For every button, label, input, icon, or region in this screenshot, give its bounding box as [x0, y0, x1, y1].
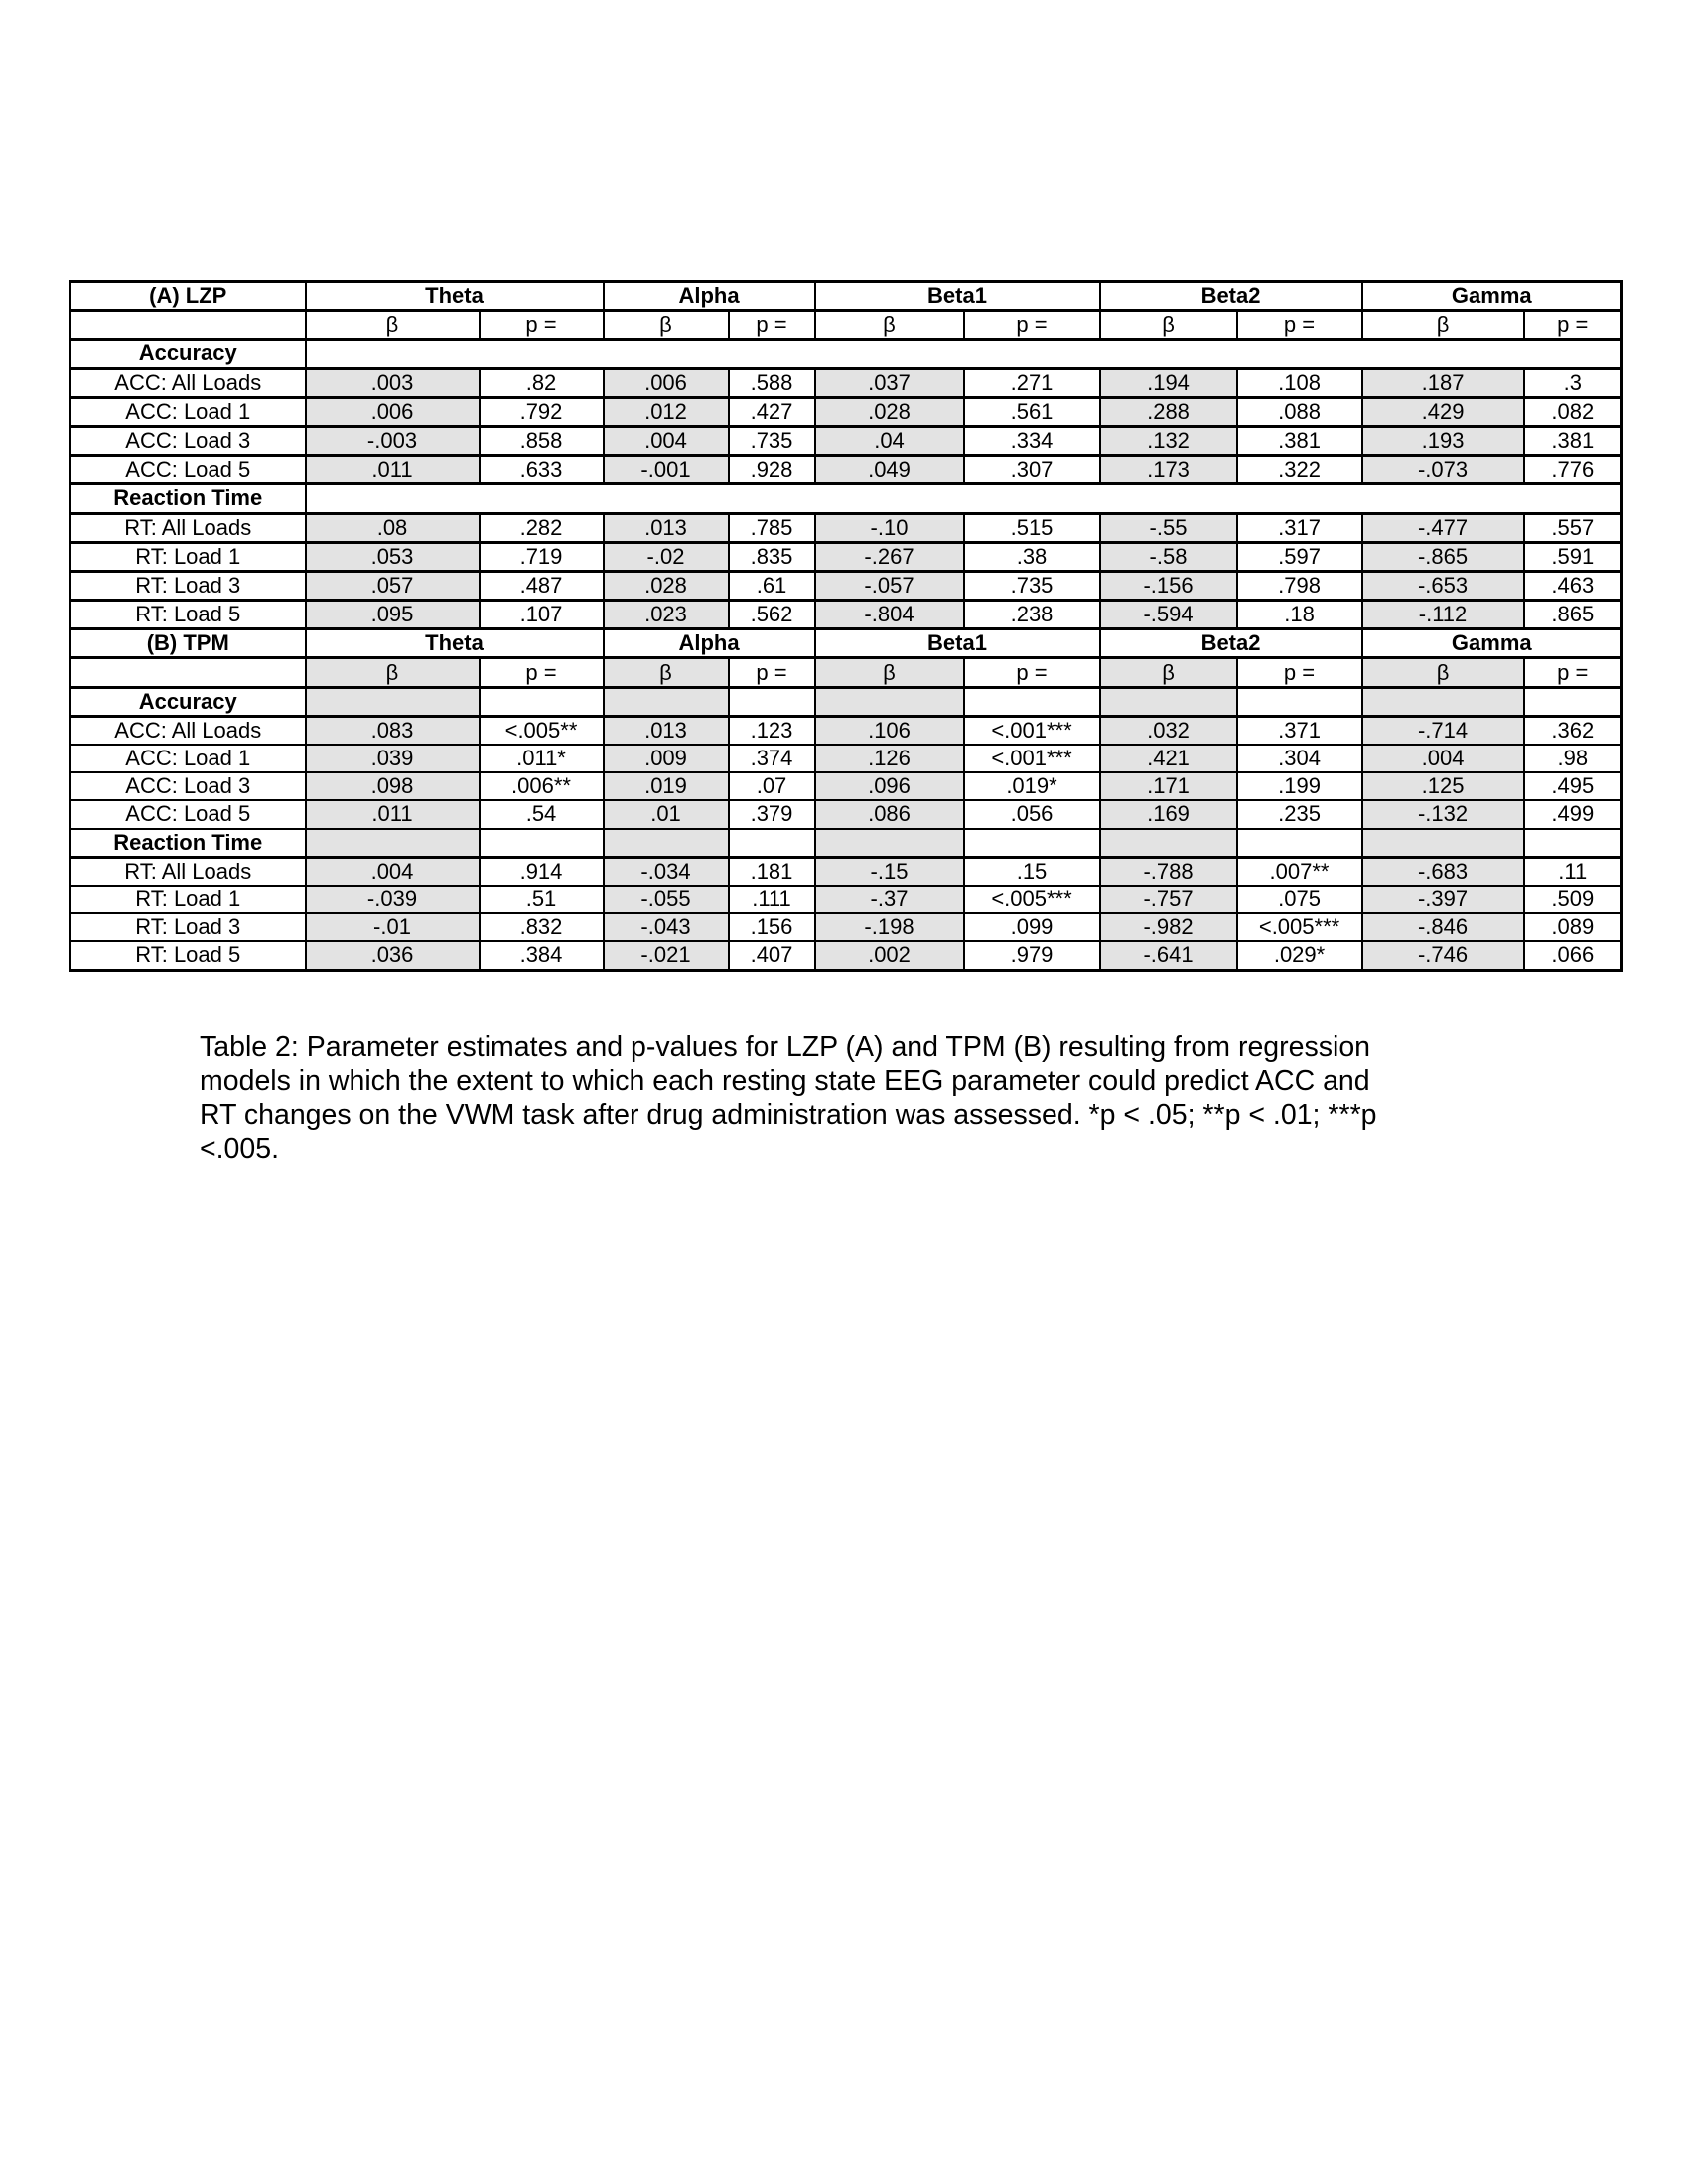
beta-cell: -.055: [604, 886, 729, 913]
blank-cell: [1100, 829, 1237, 858]
p-cell: .463: [1524, 571, 1622, 600]
band-header: Alpha: [604, 629, 815, 658]
beta-cell: .011: [306, 456, 480, 484]
p-header: p =: [1237, 311, 1362, 340]
p-cell: .384: [480, 941, 604, 970]
beta-cell: .086: [815, 800, 964, 828]
beta-cell: .193: [1362, 426, 1524, 455]
row-label: RT: Load 3: [70, 913, 306, 941]
p-cell: .785: [729, 513, 815, 542]
beta-cell: .012: [604, 397, 729, 426]
table-row: [70, 368, 1622, 397]
table-row: [70, 601, 1622, 629]
band-header: Gamma: [1362, 629, 1622, 658]
p-cell: <.001***: [964, 745, 1100, 772]
beta-cell: .429: [1362, 397, 1524, 426]
blank-cell: [815, 829, 964, 858]
p-header: p =: [729, 311, 815, 340]
beta-cell: -.714: [1362, 716, 1524, 745]
p-cell: .633: [480, 456, 604, 484]
table-caption: [200, 1030, 1490, 1165]
p-cell: .11: [1524, 857, 1622, 886]
p-cell: .235: [1237, 800, 1362, 828]
beta-cell: -.397: [1362, 886, 1524, 913]
table-row: [70, 542, 1622, 571]
blank-cell: [964, 829, 1100, 858]
p-cell: .835: [729, 542, 815, 571]
subheader-row: [70, 658, 1622, 687]
p-cell: .495: [1524, 772, 1622, 800]
beta-header: β: [1100, 658, 1237, 687]
group-row: [70, 484, 1622, 513]
results-table: [69, 280, 1623, 972]
blank-cell: [1237, 829, 1362, 858]
table-row: [70, 456, 1622, 484]
beta-cell: -.073: [1362, 456, 1524, 484]
beta-cell: -.043: [604, 913, 729, 941]
blank-cell: [306, 340, 1622, 368]
beta-cell: -.58: [1100, 542, 1237, 571]
p-cell: .374: [729, 745, 815, 772]
beta-cell: -.477: [1362, 513, 1524, 542]
beta-cell: -.653: [1362, 571, 1524, 600]
group-title: Accuracy: [70, 340, 306, 368]
p-cell: <.005***: [1237, 913, 1362, 941]
p-cell: .019*: [964, 772, 1100, 800]
row-label: RT: All Loads: [70, 513, 306, 542]
beta-cell: -.683: [1362, 857, 1524, 886]
blank-cell: [1362, 829, 1524, 858]
blank-cell: [1237, 687, 1362, 716]
beta-cell: .171: [1100, 772, 1237, 800]
beta-cell: .125: [1362, 772, 1524, 800]
row-label: RT: Load 5: [70, 941, 306, 970]
beta-cell: .057: [306, 571, 480, 600]
caption-line: <.005.: [200, 1133, 280, 1164]
beta-cell: .006: [604, 368, 729, 397]
p-cell: .088: [1237, 397, 1362, 426]
p-cell: .798: [1237, 571, 1362, 600]
p-cell: .362: [1524, 716, 1622, 745]
beta-cell: .098: [306, 772, 480, 800]
beta-header: β: [815, 311, 964, 340]
beta-header: β: [604, 658, 729, 687]
p-cell: .007**: [1237, 857, 1362, 886]
p-cell: .98: [1524, 745, 1622, 772]
p-cell: .735: [964, 571, 1100, 600]
p-cell: .075: [1237, 886, 1362, 913]
p-cell: .108: [1237, 368, 1362, 397]
p-cell: .07: [729, 772, 815, 800]
p-cell: .776: [1524, 456, 1622, 484]
group-row: [70, 829, 1622, 858]
p-cell: .499: [1524, 800, 1622, 828]
p-cell: .54: [480, 800, 604, 828]
table-row: [70, 772, 1622, 800]
beta-cell: .037: [815, 368, 964, 397]
beta-cell: -.55: [1100, 513, 1237, 542]
beta-cell: .003: [306, 368, 480, 397]
beta-cell: .013: [604, 716, 729, 745]
blank-cell: [480, 829, 604, 858]
p-cell: .307: [964, 456, 1100, 484]
beta-cell: .132: [1100, 426, 1237, 455]
band-header: Theta: [306, 282, 604, 311]
p-cell: .381: [1237, 426, 1362, 455]
p-cell: .089: [1524, 913, 1622, 941]
p-cell: .561: [964, 397, 1100, 426]
blank-cell: [306, 829, 480, 858]
p-header: p =: [1237, 658, 1362, 687]
blank-cell: [815, 687, 964, 716]
beta-cell: -.003: [306, 426, 480, 455]
p-cell: .562: [729, 601, 815, 629]
band-header: Beta2: [1100, 282, 1362, 311]
beta-cell: .004: [306, 857, 480, 886]
beta-header: β: [1362, 658, 1524, 687]
blank-cell: [306, 484, 1622, 513]
p-cell: .588: [729, 368, 815, 397]
beta-cell: -.788: [1100, 857, 1237, 886]
beta-cell: .049: [815, 456, 964, 484]
p-cell: .317: [1237, 513, 1362, 542]
p-cell: .792: [480, 397, 604, 426]
p-header: p =: [480, 658, 604, 687]
p-cell: .515: [964, 513, 1100, 542]
beta-cell: .039: [306, 745, 480, 772]
beta-header: β: [815, 658, 964, 687]
beta-cell: .009: [604, 745, 729, 772]
blank-cell: [729, 829, 815, 858]
p-cell: .858: [480, 426, 604, 455]
beta-cell: -.001: [604, 456, 729, 484]
beta-cell: .011: [306, 800, 480, 828]
row-label: RT: Load 1: [70, 542, 306, 571]
group-row: [70, 340, 1622, 368]
row-label: ACC: Load 1: [70, 397, 306, 426]
p-cell: .181: [729, 857, 815, 886]
beta-cell: .169: [1100, 800, 1237, 828]
row-label: RT: Load 5: [70, 601, 306, 629]
p-cell: .381: [1524, 426, 1622, 455]
group-title: Reaction Time: [70, 484, 306, 513]
beta-header: β: [1100, 311, 1237, 340]
beta-cell: -.267: [815, 542, 964, 571]
blank-cell: [480, 687, 604, 716]
p-cell: <.001***: [964, 716, 1100, 745]
blank-cell: [70, 658, 306, 687]
p-cell: .066: [1524, 941, 1622, 970]
blank-cell: [1524, 687, 1622, 716]
p-cell: .304: [1237, 745, 1362, 772]
beta-cell: -.37: [815, 886, 964, 913]
row-label: ACC: Load 3: [70, 426, 306, 455]
beta-cell: -.034: [604, 857, 729, 886]
band-header: Beta1: [815, 629, 1100, 658]
beta-cell: .187: [1362, 368, 1524, 397]
table-row: [70, 426, 1622, 455]
p-cell: .61: [729, 571, 815, 600]
p-cell: .199: [1237, 772, 1362, 800]
p-cell: .379: [729, 800, 815, 828]
p-header: p =: [1524, 311, 1622, 340]
beta-cell: -.846: [1362, 913, 1524, 941]
p-cell: .865: [1524, 601, 1622, 629]
table-row: [70, 745, 1622, 772]
table-row: [70, 857, 1622, 886]
p-cell: .099: [964, 913, 1100, 941]
table-row: [70, 941, 1622, 970]
p-header: p =: [480, 311, 604, 340]
band-header: Gamma: [1362, 282, 1622, 311]
p-cell: .322: [1237, 456, 1362, 484]
p-cell: .107: [480, 601, 604, 629]
beta-cell: -.198: [815, 913, 964, 941]
p-cell: .3: [1524, 368, 1622, 397]
beta-header: β: [306, 311, 480, 340]
caption-line: models in which the extent to which each resting state EEG parameter could predict ACC and: [200, 1065, 1370, 1097]
p-cell: .509: [1524, 886, 1622, 913]
p-cell: .282: [480, 513, 604, 542]
beta-cell: .053: [306, 542, 480, 571]
row-label: ACC: Load 5: [70, 800, 306, 828]
beta-cell: -.10: [815, 513, 964, 542]
blank-cell: [604, 829, 729, 858]
caption-line: RT changes on the VWM task after drug administration was assessed. *p < .05; **p < .01; ***p: [200, 1099, 1377, 1131]
beta-cell: .032: [1100, 716, 1237, 745]
p-cell: .111: [729, 886, 815, 913]
band-header: Beta2: [1100, 629, 1362, 658]
beta-cell: .173: [1100, 456, 1237, 484]
p-cell: .056: [964, 800, 1100, 828]
table-row: [70, 571, 1622, 600]
beta-cell: -.156: [1100, 571, 1237, 600]
beta-cell: .002: [815, 941, 964, 970]
p-cell: .557: [1524, 513, 1622, 542]
p-cell: .006**: [480, 772, 604, 800]
p-cell: .334: [964, 426, 1100, 455]
beta-cell: -.112: [1362, 601, 1524, 629]
band-header: Beta1: [815, 282, 1100, 311]
p-cell: .371: [1237, 716, 1362, 745]
beta-cell: .288: [1100, 397, 1237, 426]
p-cell: .487: [480, 571, 604, 600]
p-cell: .407: [729, 941, 815, 970]
beta-header: β: [306, 658, 480, 687]
blank-cell: [1362, 687, 1524, 716]
beta-cell: .004: [604, 426, 729, 455]
beta-cell: -.641: [1100, 941, 1237, 970]
beta-cell: -.039: [306, 886, 480, 913]
p-cell: .029*: [1237, 941, 1362, 970]
table-row: [70, 716, 1622, 745]
p-cell: .82: [480, 368, 604, 397]
band-header: Theta: [306, 629, 604, 658]
table-row: [70, 513, 1622, 542]
subheader-row: [70, 311, 1622, 340]
table-row: [70, 800, 1622, 828]
p-cell: .156: [729, 913, 815, 941]
row-label: ACC: All Loads: [70, 368, 306, 397]
p-cell: .914: [480, 857, 604, 886]
row-label: RT: Load 1: [70, 886, 306, 913]
beta-cell: -.057: [815, 571, 964, 600]
p-cell: .719: [480, 542, 604, 571]
beta-cell: .106: [815, 716, 964, 745]
beta-cell: .028: [815, 397, 964, 426]
beta-cell: .004: [1362, 745, 1524, 772]
beta-cell: -.02: [604, 542, 729, 571]
p-cell: .238: [964, 601, 1100, 629]
p-cell: .15: [964, 857, 1100, 886]
p-cell: .011*: [480, 745, 604, 772]
beta-cell: -.132: [1362, 800, 1524, 828]
p-header: p =: [729, 658, 815, 687]
group-row: [70, 687, 1622, 716]
p-cell: .735: [729, 426, 815, 455]
p-cell: .18: [1237, 601, 1362, 629]
beta-header: β: [1362, 311, 1524, 340]
group-title: Reaction Time: [70, 829, 306, 858]
beta-cell: -.865: [1362, 542, 1524, 571]
blank-cell: [70, 311, 306, 340]
beta-header: β: [604, 311, 729, 340]
caption-line: Table 2: Parameter estimates and p-values for LZP (A) and TPM (B) resulting from regression: [200, 1031, 1371, 1063]
beta-cell: .006: [306, 397, 480, 426]
blank-cell: [1524, 829, 1622, 858]
table-row: [70, 397, 1622, 426]
p-cell: .591: [1524, 542, 1622, 571]
blank-cell: [604, 687, 729, 716]
table-row: [70, 913, 1622, 941]
p-cell: .123: [729, 716, 815, 745]
blank-cell: [1100, 687, 1237, 716]
beta-cell: -.982: [1100, 913, 1237, 941]
row-label: ACC: Load 1: [70, 745, 306, 772]
beta-cell: .013: [604, 513, 729, 542]
p-cell: .271: [964, 368, 1100, 397]
beta-cell: .023: [604, 601, 729, 629]
row-label: ACC: Load 5: [70, 456, 306, 484]
beta-cell: .04: [815, 426, 964, 455]
beta-cell: .194: [1100, 368, 1237, 397]
section-title: (A) LZP: [70, 282, 306, 311]
p-cell: .427: [729, 397, 815, 426]
blank-cell: [964, 687, 1100, 716]
band-header-row: [70, 629, 1622, 658]
beta-cell: .01: [604, 800, 729, 828]
beta-cell: .126: [815, 745, 964, 772]
blank-cell: [729, 687, 815, 716]
group-title: Accuracy: [70, 687, 306, 716]
beta-cell: -.021: [604, 941, 729, 970]
p-cell: .597: [1237, 542, 1362, 571]
beta-cell: -.594: [1100, 601, 1237, 629]
beta-cell: .08: [306, 513, 480, 542]
p-cell: .51: [480, 886, 604, 913]
beta-cell: -.804: [815, 601, 964, 629]
p-header: p =: [1524, 658, 1622, 687]
beta-cell: .096: [815, 772, 964, 800]
p-cell: .979: [964, 941, 1100, 970]
row-label: RT: Load 3: [70, 571, 306, 600]
beta-cell: .083: [306, 716, 480, 745]
section-title: (B) TPM: [70, 629, 306, 658]
table-row: [70, 886, 1622, 913]
p-cell: <.005***: [964, 886, 1100, 913]
beta-cell: .036: [306, 941, 480, 970]
p-cell: .832: [480, 913, 604, 941]
band-header: Alpha: [604, 282, 815, 311]
beta-cell: .095: [306, 601, 480, 629]
beta-cell: -.746: [1362, 941, 1524, 970]
row-label: RT: All Loads: [70, 857, 306, 886]
beta-cell: .019: [604, 772, 729, 800]
p-cell: .928: [729, 456, 815, 484]
beta-cell: -.15: [815, 857, 964, 886]
blank-cell: [306, 687, 480, 716]
p-cell: <.005**: [480, 716, 604, 745]
row-label: ACC: All Loads: [70, 716, 306, 745]
beta-cell: .028: [604, 571, 729, 600]
beta-cell: .421: [1100, 745, 1237, 772]
p-header: p =: [964, 658, 1100, 687]
beta-cell: -.01: [306, 913, 480, 941]
p-cell: .082: [1524, 397, 1622, 426]
row-label: ACC: Load 3: [70, 772, 306, 800]
p-header: p =: [964, 311, 1100, 340]
beta-cell: -.757: [1100, 886, 1237, 913]
band-header-row: [70, 282, 1622, 311]
p-cell: .38: [964, 542, 1100, 571]
